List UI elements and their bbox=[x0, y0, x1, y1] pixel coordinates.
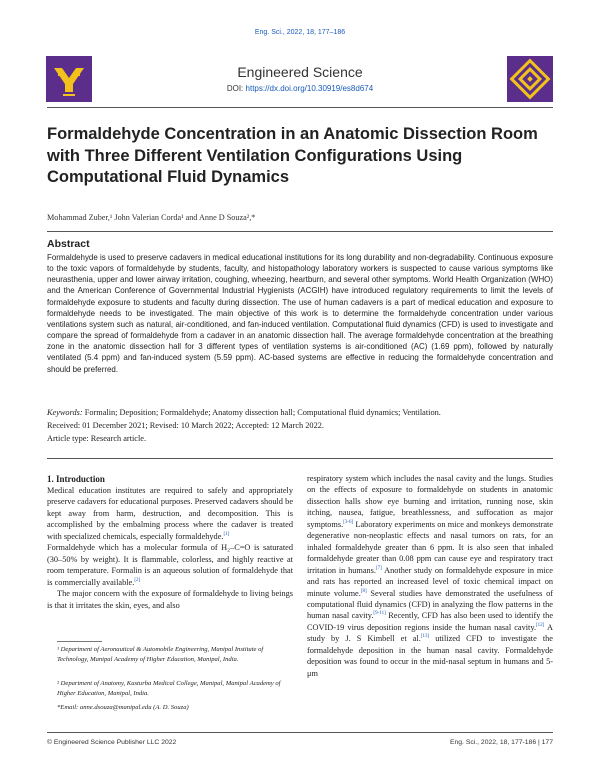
footer-page-ref: Eng. Sci., 2022, 18, 177-186 | 177 bbox=[449, 739, 553, 746]
citation[interactable]: [8] bbox=[360, 588, 367, 594]
header-divider bbox=[47, 107, 553, 108]
footnote-affiliation-1: ¹ Department of Aeronautical & Automobile Engineering, Manipal Institute of Technology, Manipal Academy of Higher Education, Manipal, India. bbox=[57, 646, 264, 663]
paragraph: respiratory system which includes the nasal cavity and the lungs. Studies on the effects of exposure to formaldehyde on students in anatomic dissection halls show eye burning and irritation, running nose, skin itching, nausea, fatigue, breathlessness, and suffocation as major symptoms.[3-6] Laboratory experiments on mice and monkeys demonstrate degenerative non-neoplastic effects and nasal tumors on rats, for an inhaled formaldehyde greater than 6 ppm. It is also seen that inhaled formaldehyde greater than 0.08 ppm can cause eye and respiratory tract irritation in humans.[7] Another study on formaldehyde exposure in mice and rats has reported an increased level of toxic chemical impact on minute volume.[8] Several studies have demonstrated the usefulness of computational fluid dynamics (CFD) in analyzing the flow patterns in the human nasal cavity.[9-11] Recently, CFD has also been used to identify the COVID-19 virus deposition regions inside the human nasal cavity.[12] A study by J. S Kimbell et al.[13] utilized CFD to investigate the formaldehyde deposition in the human nasal cavity. Formaldehyde deposition was found to occur in the mid-nasal septum in humans and 5-μm bbox=[307, 474, 554, 678]
doi-label: DOI: bbox=[226, 84, 244, 93]
paragraph: The major concern with the exposure of formaldehyde to living beings is that it irritates the skin, eyes, and also bbox=[47, 589, 293, 610]
keywords-text: Formalin; Deposition; Formaldehyde; Anatomy dissection hall; Computational fluid dynamics; Ventilation. bbox=[84, 408, 441, 417]
footnote-divider bbox=[57, 641, 102, 642]
paragraph: Medical education institutes are required to safely and appropriately preserve cadavers for educational purposes. Preserved cadavers should be kept away from harm, destruction, and decomposition. This is accomplished by the embalming process where the cadaver is treated with specialized chemicals, especially formaldehyde.[1] bbox=[47, 486, 293, 541]
engineered-science-logo-right bbox=[507, 56, 553, 102]
citation[interactable]: [12] bbox=[536, 623, 545, 629]
citation[interactable]: [1] bbox=[223, 532, 230, 538]
article-type: Article type: Research article. bbox=[47, 434, 147, 443]
journal-name: Engineered Science bbox=[237, 64, 363, 80]
citation[interactable]: [7] bbox=[375, 565, 382, 571]
footnote-affiliation-2: ² Department of Anatomy, Kasturba Medical College, Manipal, Manipal Academy of Higher Education, Manipal, India. bbox=[57, 680, 281, 697]
abstract-divider bbox=[47, 231, 553, 232]
footer-copyright: © Engineered Science Publisher LLC 2022 bbox=[47, 739, 177, 746]
body-divider bbox=[47, 458, 553, 459]
citation[interactable]: [9-11] bbox=[373, 611, 386, 617]
left-column bbox=[47, 485, 293, 611]
author-list: Mohammad Zuber,¹ John Valerian Corda¹ and Anne D Souza²,* bbox=[47, 213, 256, 222]
section-heading-introduction: 1. Introduction bbox=[47, 474, 105, 484]
citation[interactable]: [2] bbox=[134, 577, 141, 583]
citation[interactable]: [3-6] bbox=[343, 520, 354, 526]
right-column bbox=[307, 473, 553, 679]
abstract-heading: Abstract bbox=[47, 238, 90, 250]
paragraph: Formaldehyde which has a molecular formula of H₂–C=O is saturated (30–50% by weight). It is flammable, colorless, and highly reactive at room temperature. Formalin is an aqueous solution of formaldehyde that is commercially available.[2] bbox=[47, 543, 293, 587]
article-title: Formaldehyde Concentration in an Anatomic Dissection Room with Three Different Ventilation Configurations Using Computational Fluid Dynamics bbox=[47, 125, 538, 186]
abstract-text: Formaldehyde is used to preserve cadavers in medical educational institutions for its long durability and non-degradability. Continuous exposure to the toxic vapors of formaldehyde by students, faculty, and histopathology laboratory workers is suspected to cause various symptoms like neurasthenia, upper and lower airway irritation, coughing, wheezing, heartburn, and several other symptoms. World Health Organization (WHO) and the American Conference of Governmental Industrial Hygienists (ACGIH) have introduced regulatory requirements to limit the levels of formaldehyde exposure to students and faculty during dissection. The use of human cadavers is a part of medical education and exposure to formaldehyde needs to be investigated. The main objective of this work is to determine the formaldehyde concentration under various ventilations system such as natural, air-conditioned, and fan-induced ventilation. Computational fluid dynamics (CFD) is used to investigate and compare the spread of formaldehyde from a cadaver in an anatomic dissection hall. The average formaldehyde concentration at the breathing zone in the anatomic dissection hall for 3 different types of ventilation systems is air-conditioned (AC) (1.69 ppm), followed by naturally ventilated (5.4 ppm) and fan-induced system (5.59 ppm). AC-based systems are effective in reducing the formaldehyde concentration and should be preferred. bbox=[47, 253, 553, 374]
footer-divider bbox=[47, 732, 553, 733]
keywords-label: Keywords: bbox=[47, 408, 83, 417]
journal-reference: Eng. Sci., 2022, 18, 177–186 bbox=[254, 29, 346, 36]
footnote-email: *Email: anne.dsouza@manipal.edu (A. D. Souza) bbox=[57, 704, 189, 711]
citation[interactable]: [13] bbox=[420, 634, 430, 640]
received-line: Received: 01 December 2021; Revised: 10 March 2022; Accepted: 12 March 2022. bbox=[47, 421, 324, 430]
doi-link[interactable]: https://dx.doi.org/10.30919/es8d674 bbox=[245, 84, 374, 93]
keywords-line bbox=[47, 408, 553, 417]
